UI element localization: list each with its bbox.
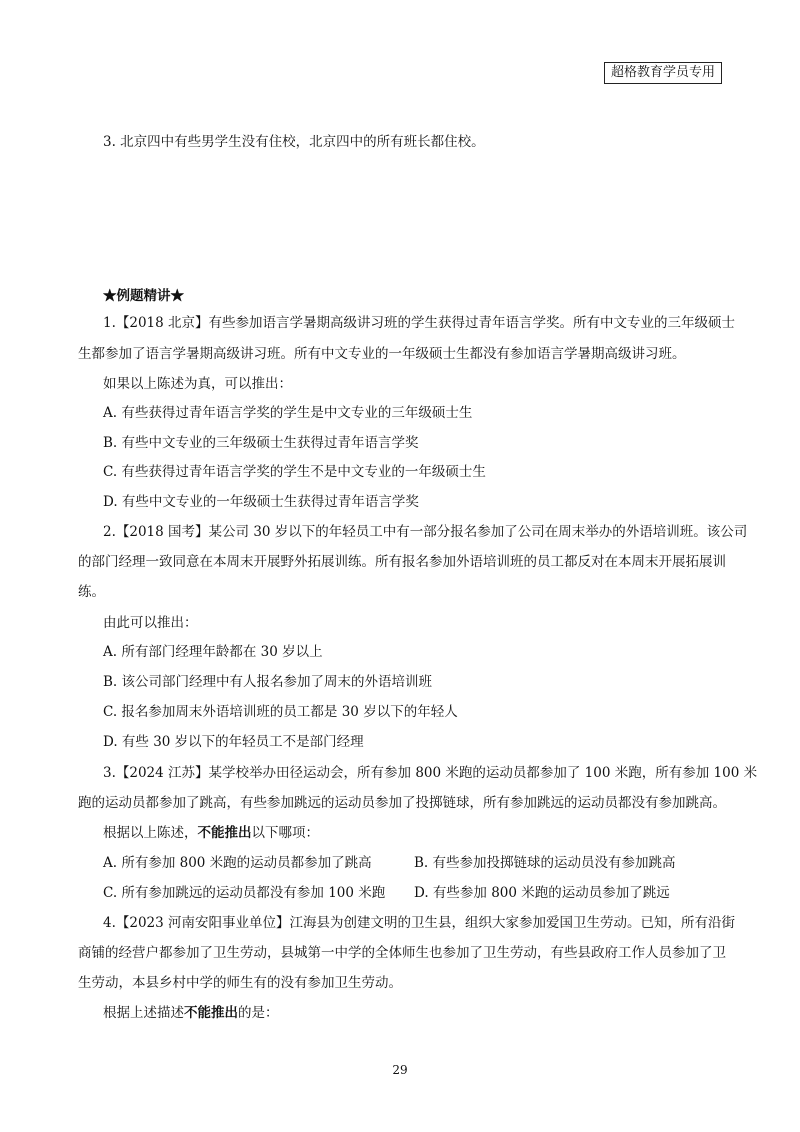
q2-stem-line-3: 练。 <box>78 584 105 600</box>
watermark-stamp: 超格教育学员专用 <box>604 62 722 84</box>
q4-prompt-pre: 根据上述描述 <box>103 1005 184 1021</box>
intro-item: 3. 北京四中有些男学生没有住校，北京四中的所有班长都住校。 <box>103 134 485 150</box>
q2-option-a: A. 所有部门经理年龄都在 30 岁以上 <box>103 644 323 660</box>
q1-prompt: 如果以上陈述为真，可以推出： <box>103 376 292 392</box>
q4-stem-line-3: 生劳动，本县乡村中学的师生有的没有参加卫生劳动。 <box>78 975 402 991</box>
q1-option-b: B. 有些中文专业的三年级硕士生获得过青年语言学奖 <box>103 435 419 451</box>
q4-stem-line-2: 商铺的经营户都参加了卫生劳动，县城第一中学的全体师生也参加了卫生劳动，有些县政府工作人员参加了卫 <box>78 945 726 961</box>
q3-prompt <box>103 824 319 842</box>
q1-option-c: C. 有些获得过青年语言学奖的学生不是中文专业的一年级硕士生 <box>103 464 486 480</box>
q4-stem-line-1: 4.【2023 河南安阳事业单位】江海县为创建文明的卫生县，组织大家参加爱国卫生劳动。已知，所有沿街 <box>103 915 736 931</box>
q3-prompt-emphasis: 不能推出 <box>197 825 252 841</box>
q2-option-b: B. 该公司部门经理中有人报名参加了周末的外语培训班 <box>103 674 433 690</box>
q3-prompt-post: 以下哪项： <box>251 825 319 841</box>
q1-stem-line-2: 生都参加了语言学暑期高级讲习班。所有中文专业的一年级硕士生都没有参加语言学暑期高级讲习班。 <box>78 346 686 362</box>
q3-stem-line-1: 3.【2024 江苏】某学校举办田径运动会，所有参加 800 米跑的运动员都参加了 100 米跑，所有参加 100 米 <box>103 765 758 781</box>
q2-stem-line-2: 的部门经理一致同意在本周末开展野外拓展训练。所有报名参加外语培训班的员工都反对在本周末开展拓展训 <box>78 554 726 570</box>
q4-prompt <box>103 1004 279 1022</box>
q1-stem-line-1: 1.【2018 北京】有些参加语言学暑期高级讲习班的学生获得过青年语言学奖。所有中文专业的三年级硕士 <box>103 315 736 331</box>
q3-stem-line-2: 跑的运动员都参加了跳高，有些参加跳远的运动员参加了投掷链球，所有参加跳远的运动员都没有参加跳高。 <box>78 795 726 811</box>
q1-option-a: A. 有些获得过青年语言学奖的学生是中文专业的三年级硕士生 <box>103 405 473 421</box>
q2-option-d: D. 有些 30 岁以下的年轻员工不是部门经理 <box>103 734 364 750</box>
q3-option-c: C. 所有参加跳远的运动员都没有参加 100 米跑 <box>103 885 386 901</box>
q1-option-d: D. 有些中文专业的一年级硕士生获得过青年语言学奖 <box>103 494 419 510</box>
q2-prompt: 由此可以推出： <box>103 615 198 631</box>
section-heading: ★例题精讲★ <box>103 288 184 304</box>
q4-prompt-post: 的是： <box>238 1005 279 1021</box>
q3-option-b: B. 有些参加投掷链球的运动员没有参加跳高 <box>414 855 676 871</box>
q3-option-a: A. 所有参加 800 米跑的运动员都参加了跳高 <box>103 855 372 871</box>
q3-option-d: D. 有些参加 800 米跑的运动员参加了跳远 <box>414 885 670 901</box>
q3-prompt-pre: 根据以上陈述， <box>103 825 198 841</box>
q4-prompt-emphasis: 不能推出 <box>184 1005 238 1021</box>
q2-option-c: C. 报名参加周末外语培训班的员工都是 30 岁以下的年轻人 <box>103 704 458 720</box>
page-number: 29 <box>392 1063 408 1077</box>
q2-stem-line-1: 2.【2018 国考】某公司 30 岁以下的年轻员工中有一部分报名参加了公司在周末举办的外语培训班。该公司 <box>103 524 748 540</box>
